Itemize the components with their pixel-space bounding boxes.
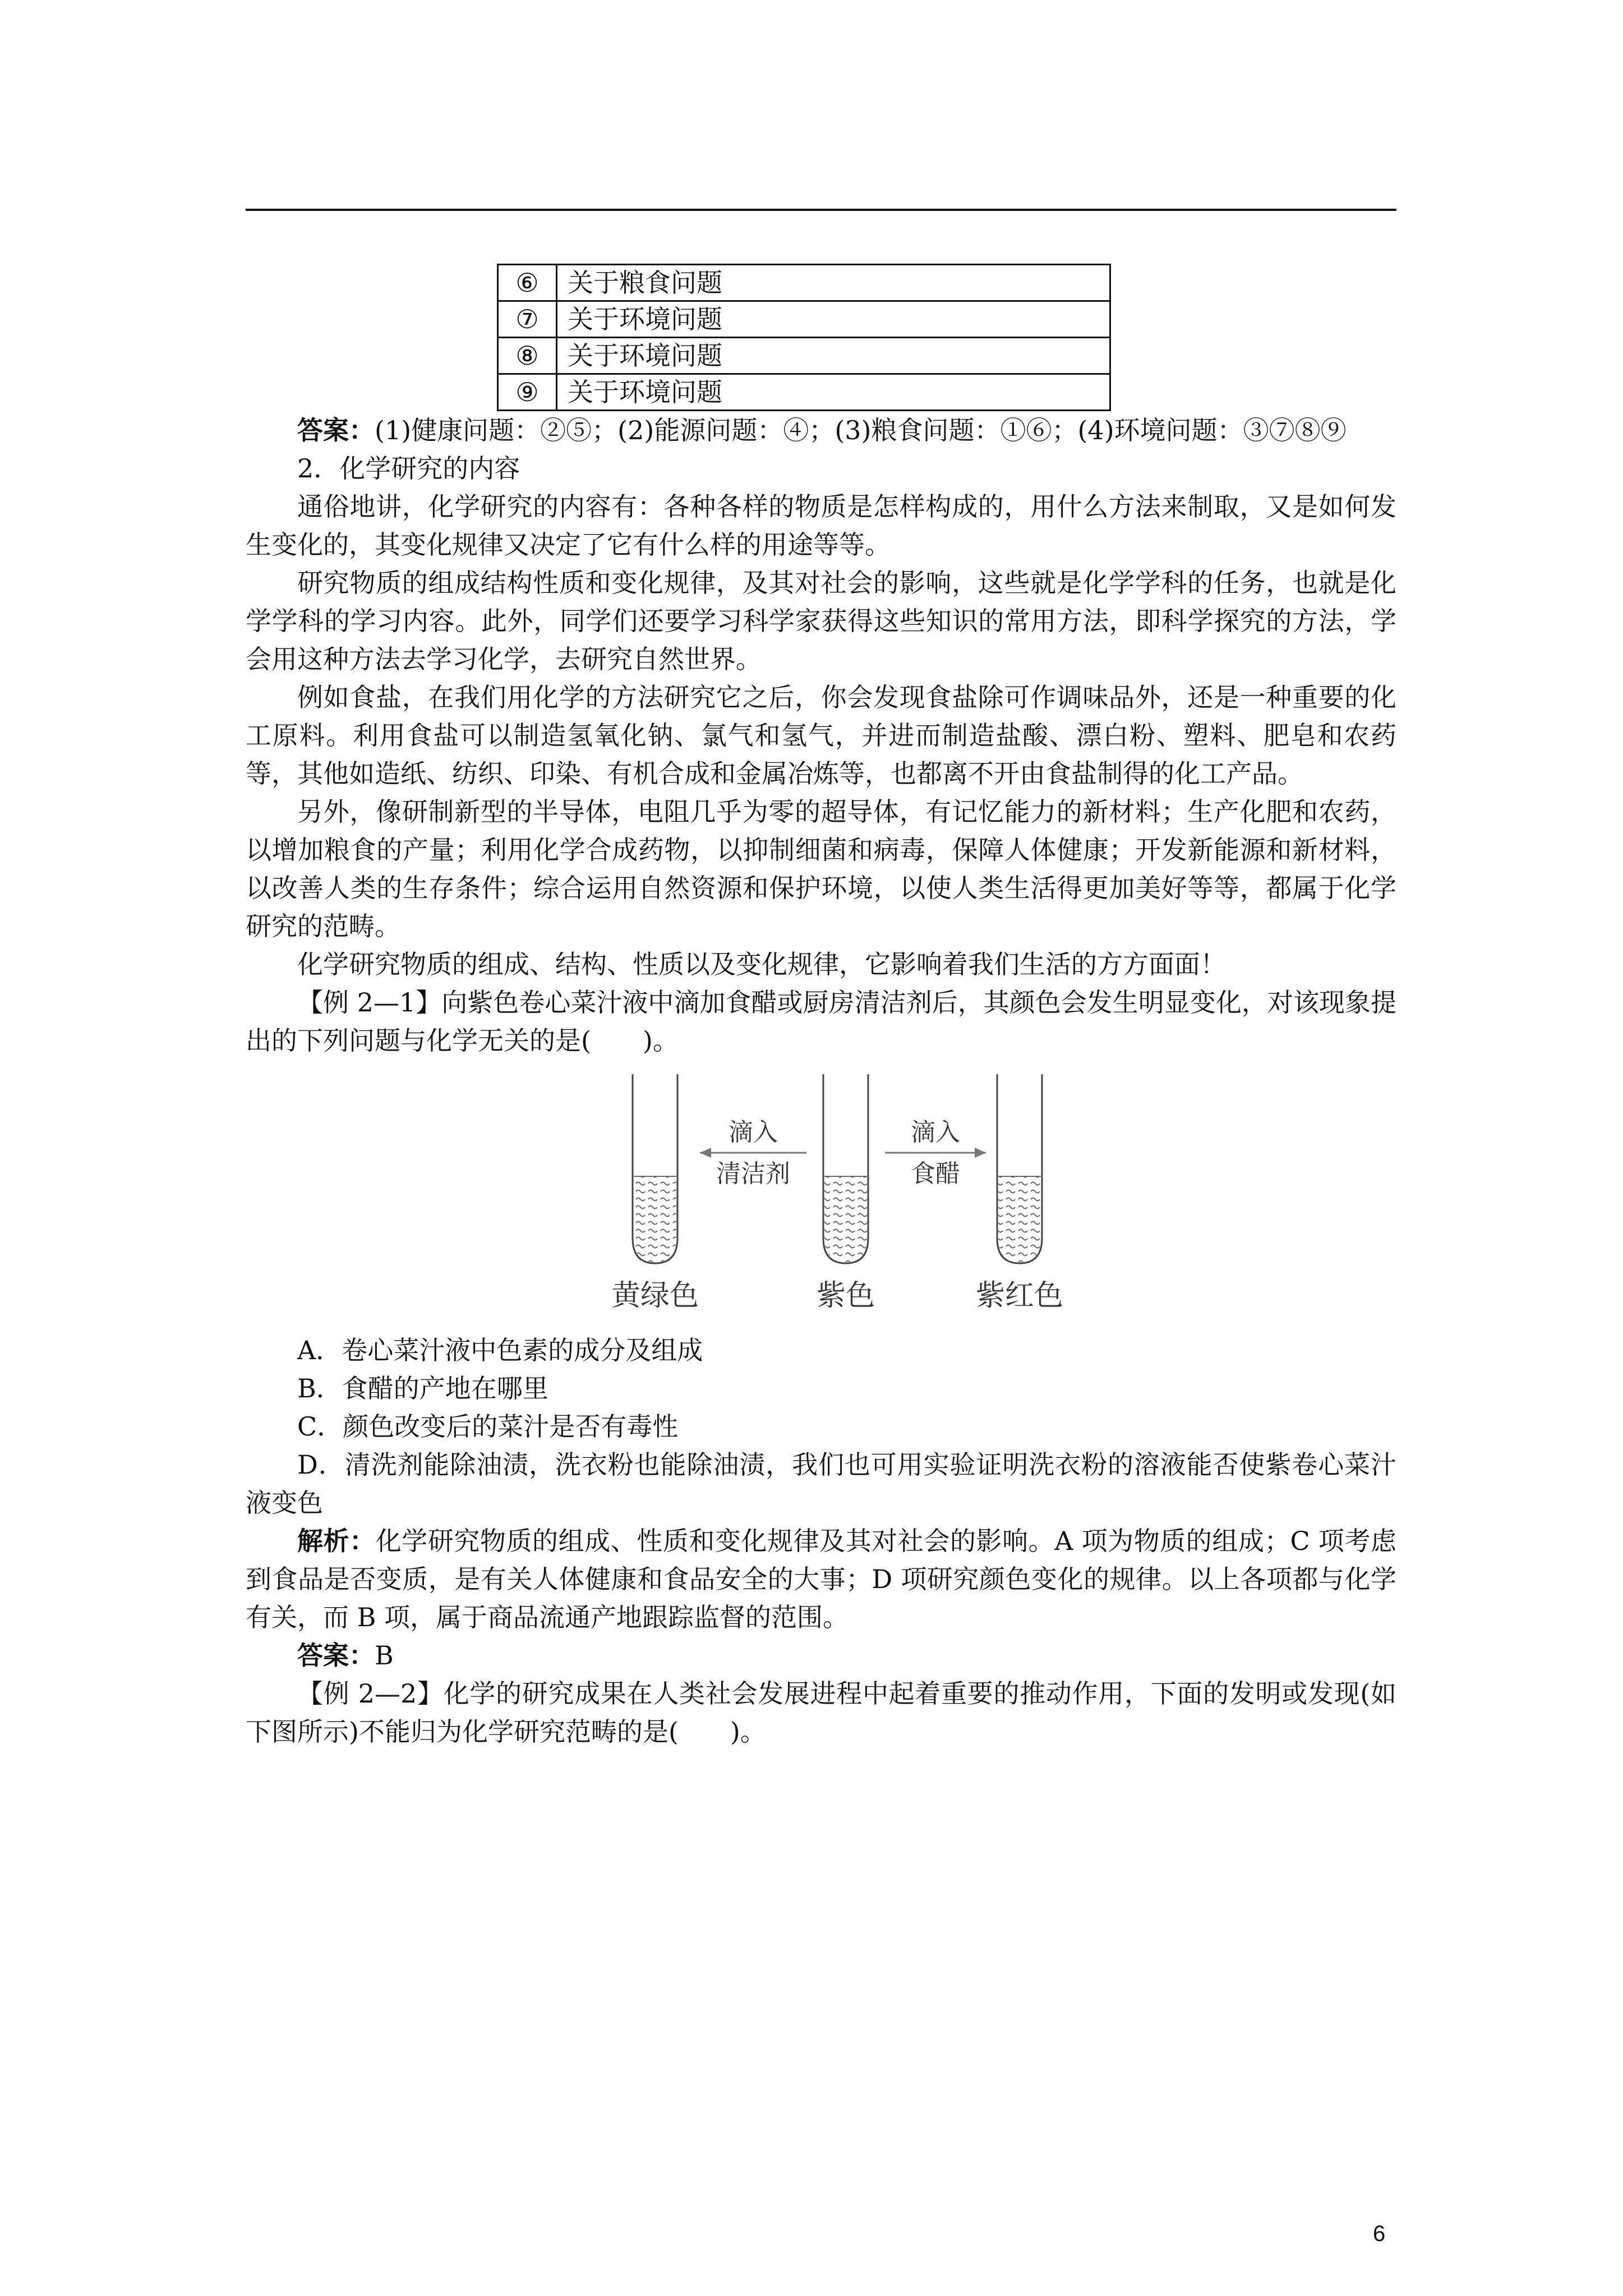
analysis [246,1522,1396,1636]
table-row [498,374,1110,411]
answer-label: 答案： [297,415,375,445]
arrow-right [885,1148,986,1158]
table-row [498,301,1110,338]
header-rule [246,209,1396,211]
example-1-question [246,983,1396,1060]
arrow-left [700,1148,806,1158]
example-text: 化学的研究成果在人类社会发展进程中起着重要的推动作用，下面的发明或发现(如下图所示)不能归为化学研究范畴的是( )。 [246,1678,1397,1747]
paragraph: 化学研究物质的组成、结构、性质以及变化规律，它影响着我们生活的方方面面！ [297,949,1226,979]
arrow-left-top-label: 滴入 [728,1118,778,1147]
table-cell-text: 关于环境问题 [557,374,1110,411]
option-b: B．食醋的产地在哪里 [297,1373,548,1404]
section-heading: 2．化学研究的内容 [297,453,520,484]
arrow-right-bottom-label: 食醋 [911,1159,960,1188]
table-cell-number: ⑨ [498,374,557,411]
option-d: D．清洗剂能除油渍，洗衣粉也能除油渍，我们也可用实验证明洗衣粉的溶液能否使紫卷心菜汁液变色 [246,1450,1396,1518]
test-tube-figure [610,1070,1070,1328]
option-a: A．卷心菜汁液中色素的成分及组成 [297,1335,703,1365]
page-number: 6 [1373,2221,1386,2246]
table-row [498,338,1110,374]
analysis-label: 解析： [297,1526,376,1556]
analysis-text: 化学研究物质的组成、性质和变化规律及其对社会的影响。A 项为物质的组成；C 项考虑到食品是否变质，是有关人体健康和食品安全的大事；D 项研究颜色变化的规律。以上各项都与化学有关，而 B 项，属于商品流通产地跟踪监督的范围。 [246,1526,1397,1632]
example-label: 【例 2—1】 [297,987,442,1018]
answer-label: 答案： [297,1640,375,1671]
test-tube-middle [823,1074,868,1263]
table-cell-text: 关于粮食问题 [557,265,1110,301]
tube-right-label: 紫红色 [975,1279,1064,1313]
test-tube-left [633,1074,677,1263]
answer-1 [246,411,1396,449]
paragraph: 例如食盐，在我们用化学的方法研究它之后，你会发现食盐除可作调味品外，还是一种重要的化工原料。利用食盐可以制造氢氧化钠、氯气和氢气，并进而制造盐酸、漂白粉、塑料、肥皂和农药等，其他如造纸、纺织、印染、有机合成和金属冶炼等，也都离不开由食盐制得的化工产品。 [246,682,1396,789]
table-cell-number: ⑦ [498,301,557,338]
table-row [498,265,1110,301]
tube-left-label: 黄绿色 [611,1279,699,1313]
paragraph: 通俗地讲，化学研究的内容有：各种各样的物质是怎样构成的，用什么方法来制取，又是如何发生变化的，其变化规律又决定了它有什么样的用途等等。 [246,491,1396,560]
test-tube-right [997,1074,1042,1263]
example-text: 向紫色卷心菜汁液中滴加食醋或厨房清洁剂后，其颜色会发生明显变化，对该现象提出的下列问题与化学无关的是( )。 [246,987,1397,1056]
page-content [246,264,1396,1751]
table-cell-number: ⑥ [498,265,557,301]
table-cell-text: 关于环境问题 [557,301,1110,338]
option-c: C．颜色改变后的菜汁是否有毒性 [297,1411,679,1442]
example-2-question [246,1674,1396,1751]
answer-2 [246,1636,1396,1674]
paragraph: 另外，像研制新型的半导体，电阻几乎为零的超导体，有记忆能力的新材料；生产化肥和农药，以增加粮食的产量；利用化学合成药物，以抑制细菌和病毒，保障人体健康；开发新能源和新材料，以改善人类的生存条件；综合运用自然资源和保护环境，以使人类生活得更加美好等等，都属于化学研究的范畴。 [246,797,1396,941]
table-cell-number: ⑧ [498,338,557,374]
problem-table [497,264,1111,411]
arrow-left-bottom-label: 清洁剂 [716,1159,790,1188]
tube-middle-label: 紫色 [816,1279,875,1313]
answer-text: (1)健康问题：②⑤；(2)能源问题：④；(3)粮食问题：①⑥；(4)环境问题：③⑦⑧⑨ [375,415,1347,445]
table-cell-text: 关于环境问题 [557,338,1110,374]
answer-text: B [375,1640,394,1671]
paragraph: 研究物质的组成结构性质和变化规律，及其对社会的影响，这些就是化学学科的任务，也就是化学学科的学习内容。此外，同学们还要学习科学家获得这些知识的常用方法，即科学探究的方法，学会用这种方法去学习化学，去研究自然世界。 [246,568,1396,674]
arrow-right-top-label: 滴入 [911,1118,960,1147]
example-label: 【例 2—2】 [297,1678,444,1709]
